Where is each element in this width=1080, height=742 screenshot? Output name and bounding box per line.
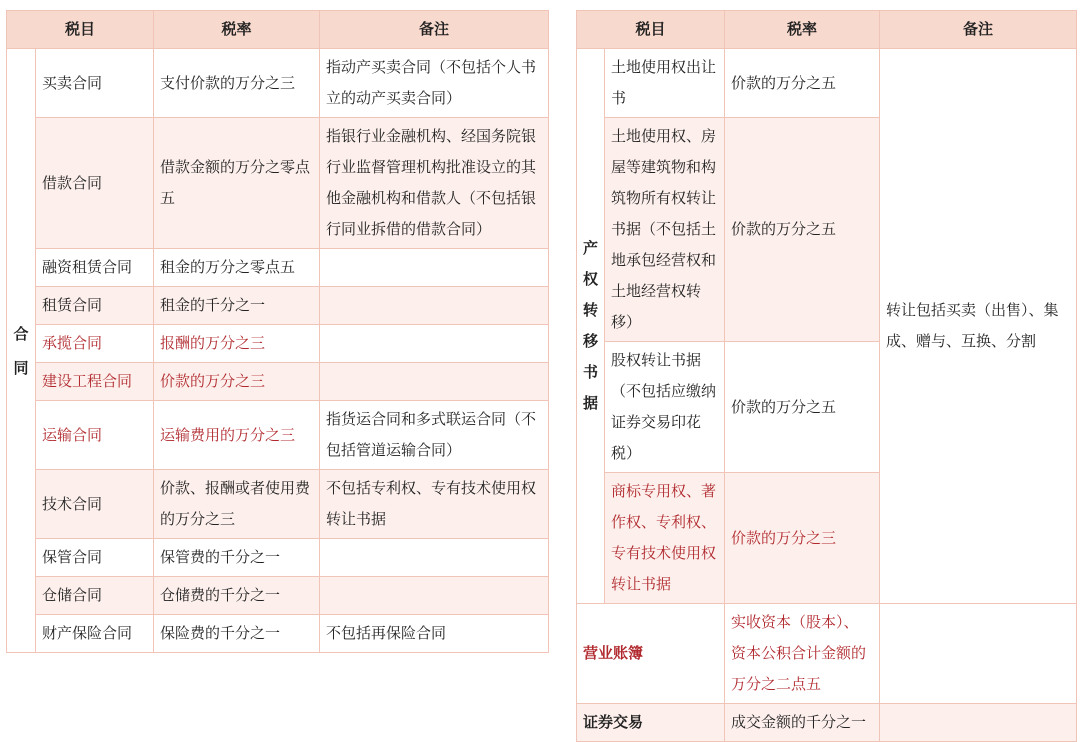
item-cell: 土地使用权出让书 [605,49,725,118]
rate-cell: 价款的万分之三 [725,473,880,604]
item-cell: 运输合同 [36,401,154,470]
rate-cell: 租金的万分之零点五 [154,249,320,287]
rate-cell: 价款的万分之五 [725,49,880,118]
item-cell: 租赁合同 [36,287,154,325]
note-cell: 指银行业金融机构、经国务院银行业监督管理机构批准设立的其他金融机构和借款人（不包括银行同业拆借的借款合同） [320,118,549,249]
header-note: 备注 [880,11,1077,49]
contract-tax-table [6,10,549,653]
rate-cell: 运输费用的万分之三 [154,401,320,470]
item-cell: 土地使用权、房屋等建筑物和构筑物所有权转让书据（不包括土地承包经营权和土地经营权转移） [605,118,725,342]
table-row [7,577,549,615]
table-row [7,539,549,577]
item-cell: 借款合同 [36,118,154,249]
item-cell: 财产保险合同 [36,615,154,653]
table-row [577,604,1077,704]
note-cell [320,249,549,287]
table-row [7,615,549,653]
header-note: 备注 [320,11,549,49]
header-rate: 税率 [154,11,320,49]
item-cell: 股权转让书据（不包括应缴纳证券交易印花税） [605,342,725,473]
table-row [577,704,1077,742]
note-cell [320,287,549,325]
table-row [7,470,549,539]
category-cell [7,49,36,653]
table-row [7,363,549,401]
item-cell: 承揽合同 [36,325,154,363]
rate-cell: 价款的万分之三 [154,363,320,401]
header-row [577,11,1077,49]
note-cell: 指动产买卖合同（不包括个人书立的动产买卖合同） [320,49,549,118]
note-cell: 不包括专利权、专有技术使用权转让书据 [320,470,549,539]
rate-cell: 实收资本（股本）、资本公积合计金额的万分之二点五 [725,604,880,704]
item-cell: 买卖合同 [36,49,154,118]
rate-cell: 保管费的千分之一 [154,539,320,577]
header-item: 税目 [7,11,154,49]
rate-cell: 报酬的万分之三 [154,325,320,363]
note-cell [320,577,549,615]
table-row [577,49,1077,118]
item-cell: 技术合同 [36,470,154,539]
item-cell: 营业账簿 [577,604,725,704]
item-cell: 建设工程合同 [36,363,154,401]
rate-cell: 价款、报酬或者使用费的万分之三 [154,470,320,539]
header-rate: 税率 [725,11,880,49]
header-row [7,11,549,49]
note-cell [880,604,1077,704]
rate-cell: 借款金额的万分之零点五 [154,118,320,249]
rate-cell: 仓储费的千分之一 [154,577,320,615]
item-cell: 证券交易 [577,704,725,742]
rate-cell: 保险费的千分之一 [154,615,320,653]
item-cell: 保管合同 [36,539,154,577]
table-row [7,49,549,118]
category-label: 合 同 [13,324,29,377]
rate-cell: 支付价款的万分之三 [154,49,320,118]
table-row [7,325,549,363]
note-cell [880,704,1077,742]
group-note-cell: 转让包括买卖（出售）、集成、赠与、互换、分割 [880,49,1077,604]
property-transfer-tax-table [576,10,1077,742]
table-row [7,287,549,325]
note-cell [320,363,549,401]
rate-cell: 价款的万分之五 [725,342,880,473]
category-cell [577,49,605,604]
rate-cell: 价款的万分之五 [725,118,880,342]
note-cell [320,325,549,363]
item-cell: 仓储合同 [36,577,154,615]
category-label: 产 权 转 移 书 据 [582,239,598,412]
table-row [7,249,549,287]
note-cell [320,539,549,577]
note-cell: 指货运合同和多式联运合同（不包括管道运输合同） [320,401,549,470]
note-cell: 不包括再保险合同 [320,615,549,653]
table-row [7,401,549,470]
rate-cell: 成交金额的千分之一 [725,704,880,742]
item-cell: 融资租赁合同 [36,249,154,287]
item-cell: 商标专用权、著作权、专利权、专有技术使用权转让书据 [605,473,725,604]
table-row [7,118,549,249]
rate-cell: 租金的千分之一 [154,287,320,325]
header-item: 税目 [577,11,725,49]
